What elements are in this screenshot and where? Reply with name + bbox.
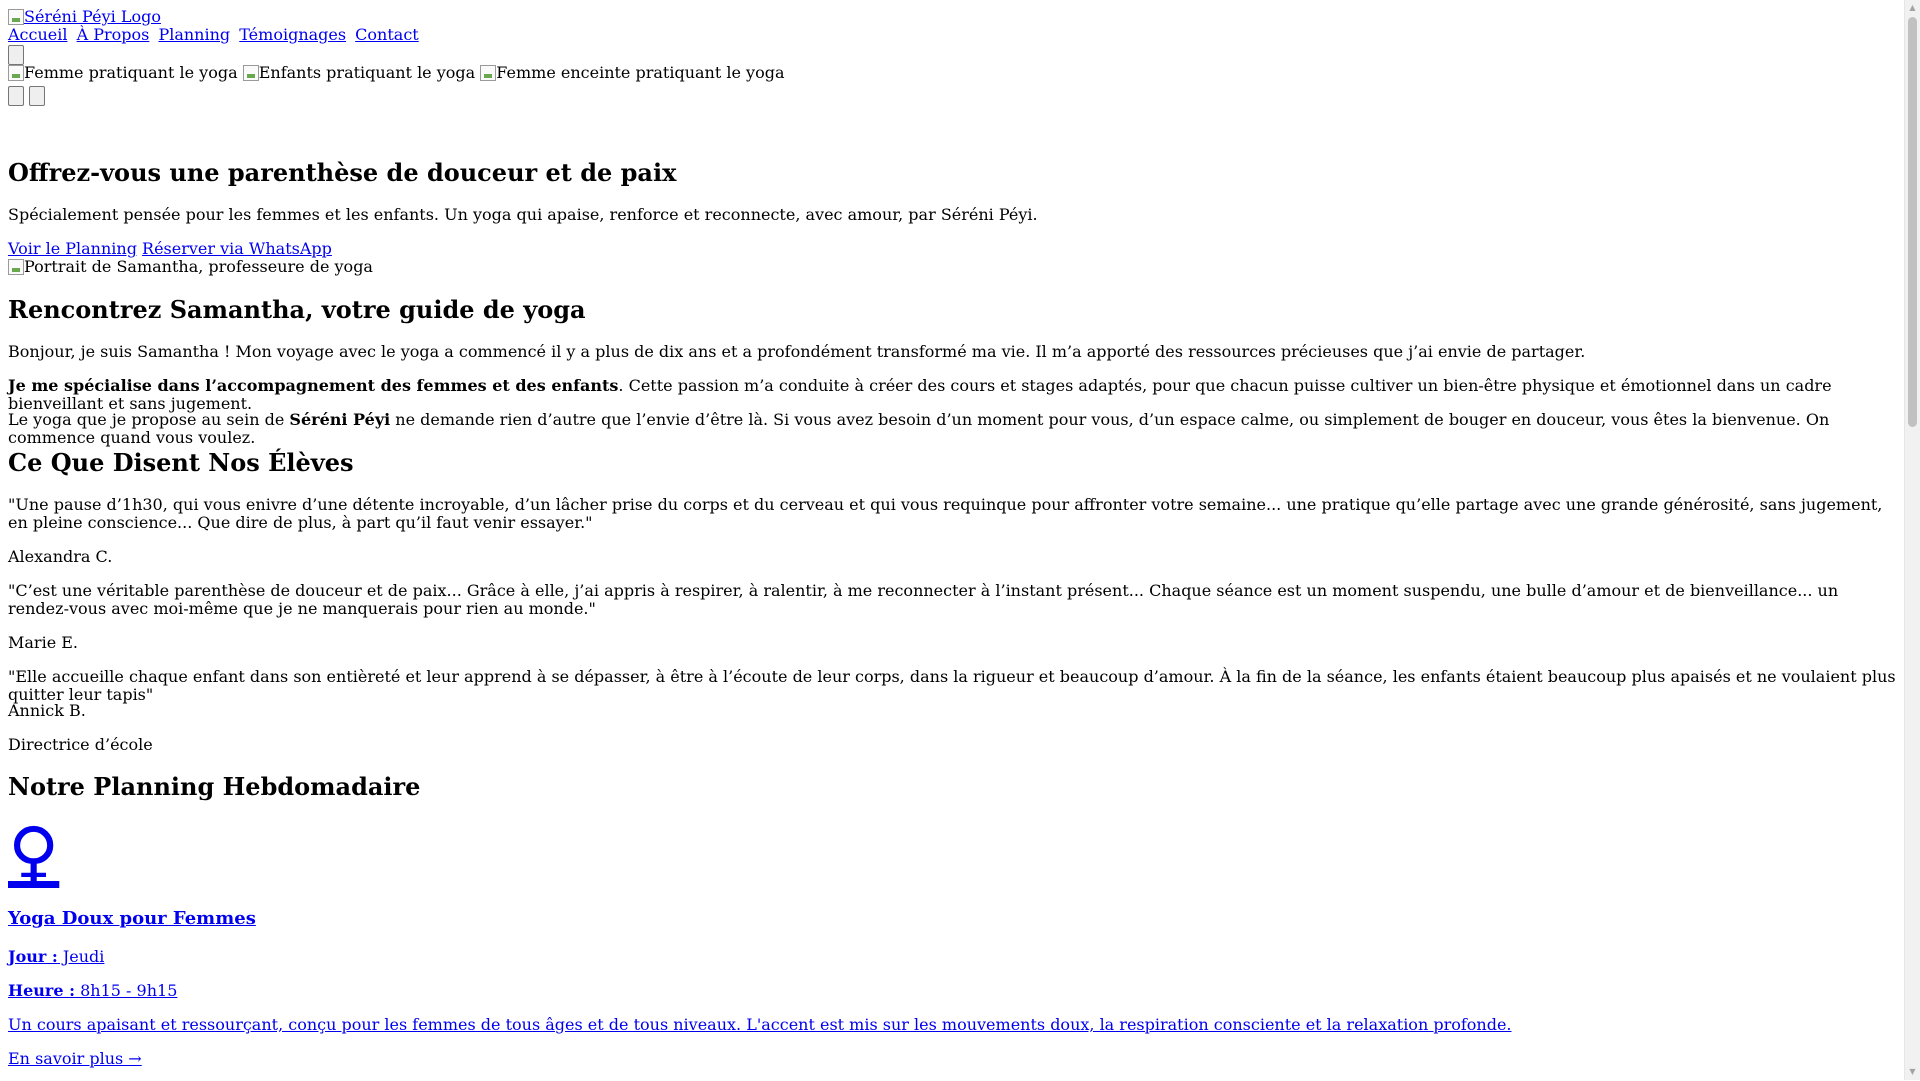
- slide-2: Enfants pratiquant le yoga: [243, 64, 475, 82]
- broken-image-icon: [8, 65, 24, 81]
- broken-image-icon: [480, 65, 496, 81]
- broken-image-icon: [8, 259, 24, 275]
- testimonials-title: Ce Que Disent Nos Élèves: [8, 448, 354, 477]
- testimonial-author-1: Alexandra C.: [8, 547, 113, 566]
- logo-alt-text: Séréni Péyi Logo: [24, 7, 161, 26]
- hero-ctas: [8, 240, 1896, 258]
- testimonial-author-3: Annick B.: [8, 701, 86, 720]
- hero-slider: [8, 64, 1896, 106]
- testimonial-quote-3: "Elle accueille chaque enfant dans son entièreté et leur apprend à se dépasser, à être à l’écoute de leur corps, dans la rigueur et beaucoup d’amour. À la fin de la séance, les enfants étaient beaucoup plus apaisés et ne voulaient plus quitter leur tapis": [8, 667, 1896, 704]
- planning-card-title[interactable]: Yoga Doux pour Femmes: [8, 908, 256, 929]
- scrollbar-thumb[interactable]: [1908, 17, 1917, 427]
- nav-planning[interactable]: Planning: [158, 25, 231, 44]
- slider-prev-button[interactable]: [8, 86, 24, 106]
- planning-title: Notre Planning Hebdomadaire: [8, 772, 421, 801]
- whatsapp-booking-link[interactable]: Réserver via WhatsApp: [142, 239, 332, 258]
- scroll-down-arrow-icon[interactable]: ▼: [1909, 1067, 1916, 1076]
- about-section: [8, 258, 1896, 279]
- planning-card-time[interactable]: Heure : 8h15 - 9h15: [8, 981, 178, 1000]
- hero-section: [8, 159, 1896, 187]
- slider-next-button[interactable]: [29, 86, 45, 106]
- broken-image-icon: [243, 65, 259, 81]
- nav-temoignages[interactable]: Témoignages: [239, 25, 347, 44]
- portrait-image: Portrait de Samantha, professeure de yoga: [8, 258, 373, 276]
- scroll-up-arrow-icon[interactable]: ▲: [1909, 3, 1916, 12]
- venus-icon: ♀: [8, 812, 60, 894]
- about-title: Rencontrez Samantha, votre guide de yoga: [8, 295, 586, 324]
- planning-section: [8, 773, 1896, 801]
- planning-card-more-link[interactable]: En savoir plus →: [8, 1049, 142, 1068]
- nav-contact[interactable]: Contact: [355, 25, 419, 44]
- nav-accueil[interactable]: Accueil: [8, 25, 68, 44]
- about-paragraph-1: Bonjour, je suis Samantha ! Mon voyage avec le yoga a commencé il y a plus de dix ans et a profondément transformé ma vie. Il m’a apporté des ressources précieuses que j’ai envie de partager.: [8, 342, 1586, 361]
- about-paragraph-2: Je me spécialise dans l’accompagnement des femmes et des enfants. Cette passion m’a conduite à créer des cours et stages adaptés, pour que chacun puisse cultiver un bien-être physique et émotionnel dans un cadre bienveillant et sans jugement.: [8, 376, 1832, 413]
- main-nav: [8, 26, 1896, 44]
- planning-card-women[interactable]: [8, 812, 1896, 894]
- hero-title: Offrez-vous une parenthèse de douceur et de paix: [8, 158, 677, 187]
- testimonial-quote-2: "C’est une véritable parenthèse de douceur et de paix... Grâce à elle, j’ai appris à respirer, à ralentir, à me reconnecter à l’instant présent... Chaque séance est un moment suspendu, une bulle d’amour et de bienveillance... un rendez-vous avec moi-même que je ne manquerais pour rien au monde.": [8, 581, 1839, 618]
- slide-1: Femme pratiquant le yoga: [8, 64, 238, 82]
- slide-3: Femme enceinte pratiquant le yoga: [480, 64, 784, 82]
- vertical-scrollbar[interactable]: [1904, 0, 1920, 1080]
- planning-card-day[interactable]: Jour : Jeudi: [8, 947, 105, 966]
- testimonial-role-3: Directrice d’école: [8, 735, 153, 754]
- testimonial-author-2: Marie E.: [8, 633, 79, 652]
- broken-image-icon: [8, 9, 24, 25]
- hero-subtitle: Spécialement pensée pour les femmes et les enfants. Un yoga qui apaise, renforce et reconnecte, avec amour, par Séréni Péyi.: [8, 205, 1038, 224]
- planning-card-description[interactable]: Un cours apaisant et ressourçant, conçu pour les femmes de tous âges et de tous niveaux. L'accent est mis sur les mouvements doux, la respiration consciente et la relaxation profonde.: [8, 1015, 1512, 1034]
- testimonials-section: [8, 449, 1896, 477]
- logo-link[interactable]: [8, 8, 161, 26]
- menu-toggle-button[interactable]: [8, 45, 24, 65]
- about-paragraph-3: Le yoga que je propose au sein de Séréni Péyi ne demande rien d’autre que l’envie d’être là. Si vous avez besoin d’un moment pour vous, d’un espace calme, ou simplement de bouger en douceur, vous êtes la bienvenue. On commence quand vous voulez.: [8, 410, 1830, 447]
- nav-a-propos[interactable]: À Propos: [76, 25, 150, 44]
- site-header: [8, 8, 1896, 65]
- testimonial-quote-1: "Une pause d’1h30, qui vous enivre d’une détente incroyable, d’un lâcher prise du corps et du cerveau et qui vous requinque pour affronter votre semaine... une pratique qu’elle partage avec une grande générosité, sans jugement, en pleine conscience... Que dire de plus, à part qu’il faut venir essayer.": [8, 495, 1883, 532]
- view-planning-link[interactable]: Voir le Planning: [8, 239, 137, 258]
